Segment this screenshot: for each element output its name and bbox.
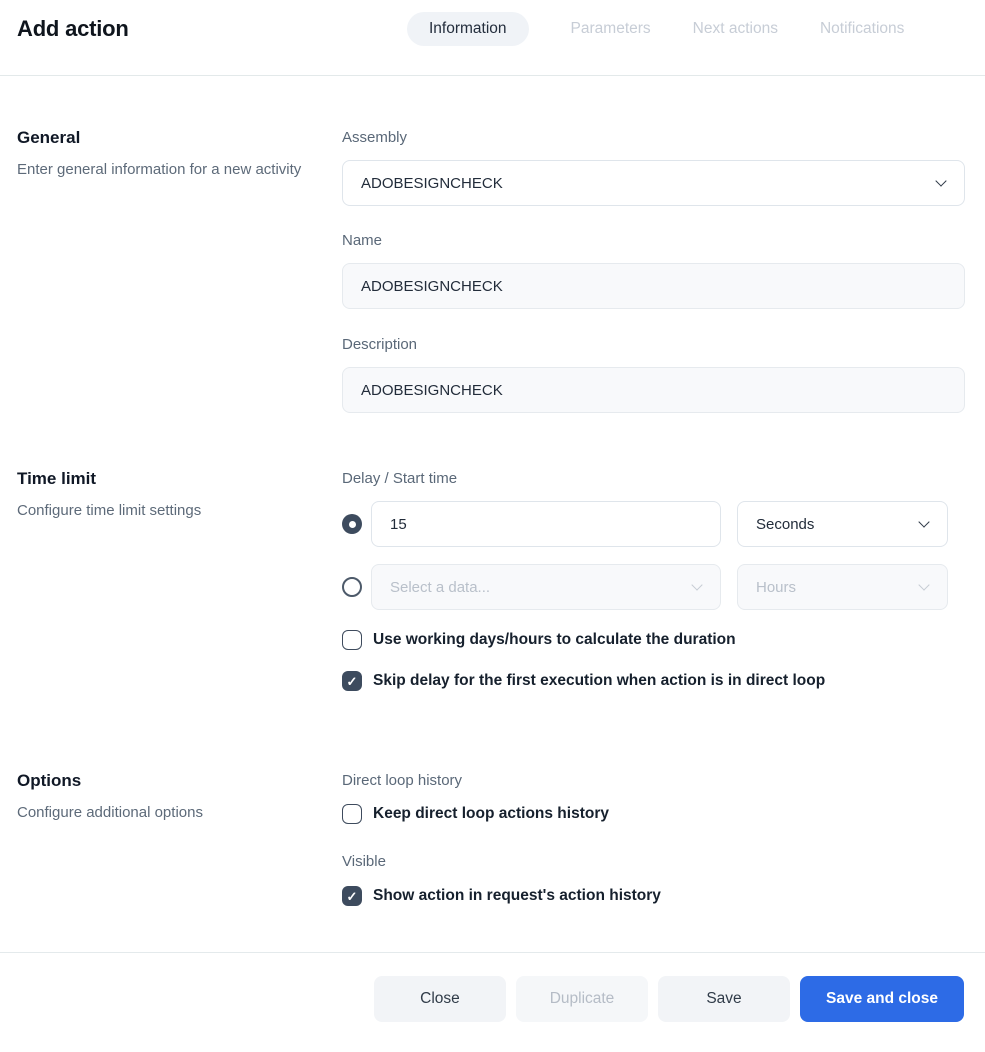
dialog-header <box>0 0 985 76</box>
tab-bar <box>407 12 904 46</box>
keep-history-checkbox[interactable] <box>342 804 362 824</box>
general-section-description: Enter general information for a new activity <box>17 161 302 178</box>
working-days-label[interactable]: Use working days/hours to calculate the duration <box>373 631 736 648</box>
options-section-description: Configure additional options <box>17 804 203 821</box>
time-limit-section-title: Time limit <box>17 469 97 488</box>
duplicate-button[interactable]: Duplicate <box>516 976 648 1022</box>
delay-duration-row <box>342 501 965 547</box>
keep-history-row <box>342 804 965 824</box>
chevron-down-icon <box>918 516 929 527</box>
general-section-title: General <box>17 128 81 147</box>
show-action-checkbox[interactable] <box>342 886 362 906</box>
chevron-down-icon <box>918 579 929 590</box>
delay-data-row <box>342 564 965 610</box>
visible-label: Visible <box>342 853 386 870</box>
delay-duration-radio[interactable] <box>342 514 362 534</box>
working-days-row <box>342 630 965 650</box>
tab-information[interactable]: Information <box>407 12 529 46</box>
name-label: Name <box>342 232 383 249</box>
chevron-down-icon <box>935 175 946 186</box>
page-title: Add action <box>17 16 129 41</box>
close-button[interactable]: Close <box>374 976 506 1022</box>
description-input[interactable] <box>342 367 965 413</box>
save-and-close-button[interactable]: Save and close <box>800 976 964 1022</box>
name-input[interactable] <box>342 263 965 309</box>
assembly-label: Assembly <box>342 129 408 146</box>
data-unit-select[interactable] <box>737 564 948 610</box>
show-action-row <box>342 886 965 906</box>
tab-parameters[interactable]: Parameters <box>570 20 651 37</box>
section-time-limit <box>0 469 985 691</box>
tab-notifications[interactable]: Notifications <box>819 20 905 37</box>
working-days-checkbox[interactable] <box>342 630 362 650</box>
chevron-down-icon <box>691 579 702 590</box>
delay-unit-select[interactable] <box>737 501 948 547</box>
skip-delay-label[interactable]: Skip delay for the first execution when action is in direct loop <box>373 672 826 689</box>
description-label: Description <box>342 336 418 353</box>
skip-delay-row <box>342 671 965 691</box>
delay-value-input[interactable] <box>371 501 721 547</box>
section-general <box>0 128 985 413</box>
skip-delay-checkbox[interactable] <box>342 671 362 691</box>
options-section-title: Options <box>17 771 82 790</box>
delay-unit-value: Seconds <box>756 515 815 533</box>
dialog-footer <box>0 952 985 1052</box>
keep-history-label[interactable]: Keep direct loop actions history <box>373 805 609 822</box>
delay-data-radio[interactable] <box>342 577 362 597</box>
time-limit-section-description: Configure time limit settings <box>17 502 202 519</box>
delay-start-time-label: Delay / Start time <box>342 470 458 487</box>
direct-loop-history-label: Direct loop history <box>342 772 463 789</box>
assembly-select[interactable] <box>342 160 965 206</box>
data-select-placeholder: Select a data... <box>390 578 491 596</box>
data-unit-value: Hours <box>756 578 797 596</box>
data-select[interactable] <box>371 564 721 610</box>
section-options <box>0 771 985 906</box>
save-button[interactable]: Save <box>658 976 790 1022</box>
assembly-selected-value: ADOBESIGNCHECK <box>361 174 503 192</box>
show-action-label[interactable]: Show action in request's action history <box>373 887 661 904</box>
tab-next-actions[interactable]: Next actions <box>692 20 778 37</box>
